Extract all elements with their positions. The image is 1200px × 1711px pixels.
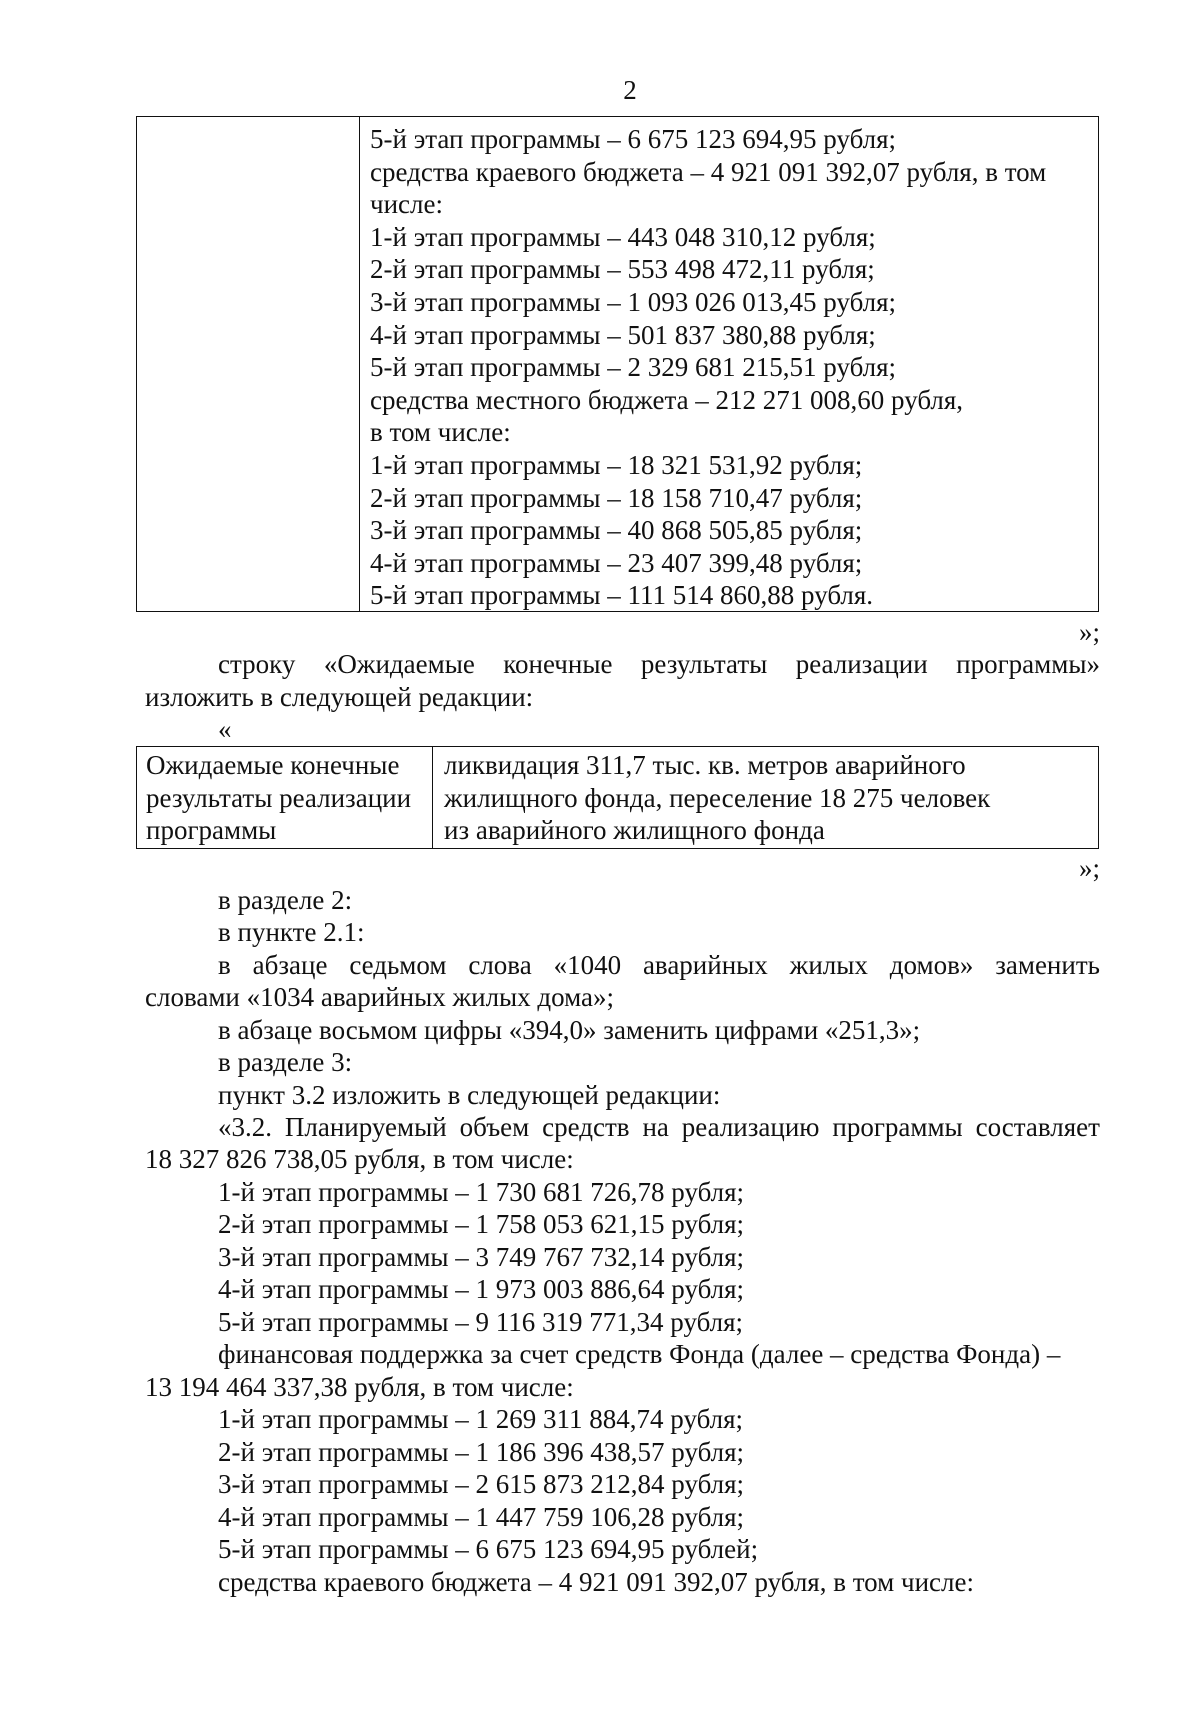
body-line: 1-й этап программы – 1 269 311 884,74 рубля; xyxy=(218,1404,744,1434)
body-line: 5-й этап программы – 6 675 123 694,95 рублей; xyxy=(218,1534,759,1564)
funding-line: 5-й этап программы – 2 329 681 215,51 рубля; xyxy=(370,352,897,383)
closing-quote: »; xyxy=(1078,617,1100,647)
results-table-value-cell xyxy=(444,749,1092,847)
label-line: программы xyxy=(146,815,277,846)
value-line: из аварийного жилищного фонда xyxy=(444,815,825,846)
funding-line: средства краевого бюджета – 4 921 091 392,07 рубля, в том xyxy=(370,156,1047,187)
results-table-label-cell xyxy=(137,747,433,848)
funding-line: 1-й этап программы – 443 048 310,12 рубля; xyxy=(370,221,876,252)
body-line: в абзаце восьмом цифры «394,0» заменить цифрами «251,3»; xyxy=(218,1015,921,1045)
body-line: 18 327 826 738,05 рубля, в том числе: xyxy=(145,1144,574,1174)
word: жилых xyxy=(789,950,868,980)
funding-line: 4-й этап программы – 501 837 380,88 рубля; xyxy=(370,319,876,350)
word: в xyxy=(218,950,231,980)
word: строку xyxy=(218,649,296,679)
word: составляет xyxy=(975,1112,1100,1142)
body-line: 1-й этап программы – 1 730 681 726,78 рубля; xyxy=(218,1177,745,1207)
body-line: пункт 3.2 изложить в следующей редакции: xyxy=(218,1080,721,1110)
body-justified-line xyxy=(218,1111,1100,1144)
word: программы» xyxy=(956,649,1100,679)
value-line: ликвидация 311,7 тыс. кв. метров аварийного xyxy=(444,750,966,780)
word: программы xyxy=(832,1112,963,1142)
results-table xyxy=(136,746,1099,849)
label-line: результаты реализации xyxy=(146,782,412,813)
word: Планируемый xyxy=(284,1112,447,1142)
body-line: 4-й этап программы – 1 447 759 106,28 рубля; xyxy=(218,1502,745,1532)
body-line: 3-й этап программы – 2 615 873 212,84 рубля; xyxy=(218,1469,745,1499)
funding-line: 5-й этап программы – 6 675 123 694,95 рубля; xyxy=(370,124,897,154)
body-justified-line xyxy=(218,949,1100,982)
funding-line: 2-й этап программы – 18 158 710,47 рубля; xyxy=(370,482,863,513)
funding-line: 4-й этап программы – 23 407 399,48 рубля; xyxy=(370,547,863,578)
intro-paragraph-line-1 xyxy=(218,648,1100,681)
word: «3.2. xyxy=(218,1112,272,1142)
word: седьмом xyxy=(349,950,447,980)
body-line: 4-й этап программы – 1 973 003 886,64 рубля; xyxy=(218,1274,745,1304)
body-line: 3-й этап программы – 3 749 767 732,14 рубля; xyxy=(218,1242,745,1272)
funding-line: в том числе: xyxy=(370,417,511,448)
opening-quote: « xyxy=(218,714,232,744)
funding-line: 2-й этап программы – 553 498 472,11 рубля; xyxy=(370,254,875,285)
closing-quote: »; xyxy=(1078,853,1100,883)
word: слова xyxy=(468,950,532,980)
funding-table-right-cell xyxy=(370,123,1092,612)
word: «1040 xyxy=(553,950,622,980)
body-line: в разделе 2: xyxy=(218,885,353,915)
funding-line: числе: xyxy=(370,189,443,220)
body-line: словами «1034 аварийных жилых дома»; xyxy=(145,982,615,1012)
value-line: жилищного фонда, переселение 18 275 человек xyxy=(444,782,991,813)
word: заменить xyxy=(995,950,1100,980)
body-line: 13 194 464 337,38 рубля, в том числе: xyxy=(145,1372,574,1402)
funding-line: 1-й этап программы – 18 321 531,92 рубля; xyxy=(370,449,863,480)
body-line: в разделе 3: xyxy=(218,1047,353,1077)
word: домов» xyxy=(889,950,974,980)
funding-line: 3-й этап программы – 40 868 505,85 рубля; xyxy=(370,515,863,546)
word: на xyxy=(642,1112,669,1142)
word: аварийных xyxy=(642,950,768,980)
label-line: Ожидаемые конечные xyxy=(146,750,400,780)
word: реализации xyxy=(795,649,928,679)
page-number: 2 xyxy=(623,75,637,105)
body-line: 2-й этап программы – 1 758 053 621,15 рубля; xyxy=(218,1209,745,1239)
word: результаты xyxy=(640,649,768,679)
word: реализацию xyxy=(681,1112,820,1142)
body-line: 5-й этап программы – 9 116 319 771,34 рубля; xyxy=(218,1307,744,1337)
word: конечные xyxy=(503,649,613,679)
funding-table-left-cell xyxy=(137,117,360,611)
funding-table xyxy=(136,116,1099,612)
body-line: 2-й этап программы – 1 186 396 438,57 рубля; xyxy=(218,1437,745,1467)
body-line: средства краевого бюджета – 4 921 091 392,07 рубля, в том числе: xyxy=(218,1567,974,1597)
word: абзаце xyxy=(252,950,328,980)
body-line: финансовая поддержка за счет средств Фонда (далее – средства Фонда) – xyxy=(218,1339,1061,1369)
funding-line: 5-й этап программы – 111 514 860,88 рубля. xyxy=(370,580,874,611)
funding-line: 3-й этап программы – 1 093 026 013,45 рубля; xyxy=(370,286,897,317)
word: «Ожидаемые xyxy=(323,649,475,679)
word: объем xyxy=(459,1112,530,1142)
body-line: в пункте 2.1: xyxy=(218,917,365,947)
funding-line: средства местного бюджета – 212 271 008,60 рубля, xyxy=(370,384,964,415)
intro-paragraph-line-2: изложить в следующей редакции: xyxy=(145,682,534,712)
word: средств xyxy=(542,1112,630,1142)
